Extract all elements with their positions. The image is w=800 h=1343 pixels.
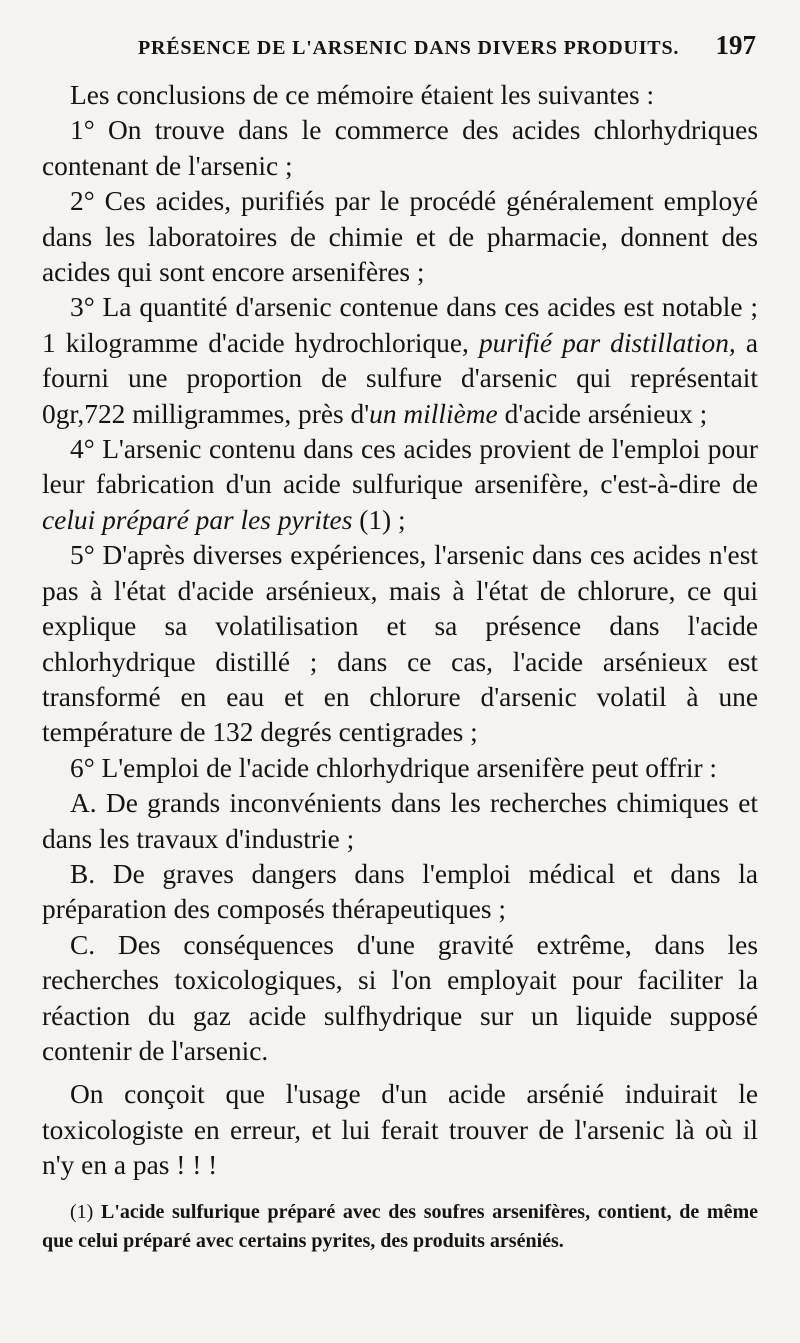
footnote-reference[interactable]: (1) ; [359, 504, 406, 535]
footnote-text: L'acide sulfurique préparé avec des soufres arsenifères, contient, de même que celui préparé avec certains pyrites, des produits arséniés. [42, 1200, 759, 1252]
footnote [42, 1198, 758, 1256]
sub-item-b-text: De graves dangers dans l'emploi médical et dans la préparation des composés thérapeutiques ; [42, 858, 758, 925]
conclusion-3-emphasis-a: purifié par distillation, [478, 327, 736, 358]
sub-item-c-text: Des conséquences d'une gravité extrême, dans les recherches toxicologiques, si l'on employait pour faciliter la réaction du gaz acide sulfhydrique sur un liquide supposé contenir de l'arsenic. [42, 929, 758, 1066]
conclusion-4-text-a: L'arsenic contenu dans ces acides provient de l'emploi pour leur fabrication d'un acide sulfurique arsenifère, c'est-à-dire de [42, 434, 758, 500]
conclusion-1 [42, 113, 758, 184]
conclusion-3-emphasis-b: un millième [369, 398, 498, 429]
conclusion-6 [42, 751, 758, 786]
conclusion-1-text: On trouve dans le commerce des acides chlorhydriques contenant de l'arsenic ; [42, 115, 758, 181]
sub-item-b-letter: B. [70, 858, 96, 889]
conclusion-3-text-c: d'acide arsénieux ; [504, 398, 708, 429]
conclusion-3-text-a: La quantité d'arsenic contenue dans ces acides est notable ; 1 kilogramme d'acide hydrochlorique, [42, 292, 758, 358]
conclusion-4 [42, 432, 758, 538]
closing-paragraph: On conçoit que l'usage d'un acide arsénié induirait le toxicologiste en erreur, et lui ferait trouver de l'arsenic là où il n'y en a pas ! ! ! [42, 1079, 758, 1181]
sub-item-a-letter: A. [70, 788, 97, 819]
conclusion-6-number: 6° [70, 752, 95, 783]
body-text [42, 78, 758, 1184]
page-number: 197 [715, 30, 756, 60]
conclusion-6-text: L'emploi de l'acide chlorhydrique arsenifère peut offrir : [101, 752, 718, 783]
running-head [138, 30, 758, 76]
conclusion-3 [42, 290, 758, 432]
conclusion-2-number: 2° [70, 186, 95, 217]
intro-paragraph: Les conclusions de ce mémoire étaient les suivantes : [70, 80, 655, 110]
conclusion-4-number: 4° [70, 434, 95, 465]
sub-item-b [42, 857, 758, 928]
conclusion-2-text: Ces acides, purifiés par le procédé généralement employé dans les laboratoires de chimie et de pharmacie, donnent des acides qui sont encore arsenifères ; [42, 186, 758, 288]
page-title: PRÉSENCE DE L'ARSENIC DANS DIVERS PRODUITS. [138, 37, 680, 59]
conclusion-2 [42, 184, 758, 290]
sub-item-c-letter: C. [70, 929, 96, 960]
conclusion-5-number: 5° [70, 540, 95, 571]
sub-item-c [42, 928, 758, 1070]
conclusion-3-number: 3° [70, 292, 95, 323]
conclusion-4-emphasis: celui préparé par les pyrites [42, 504, 353, 535]
conclusion-3-text-b: a fourni une proportion de sulfure d'arsenic qui représentait 0gr,722 milligrammes, près d' [42, 327, 758, 429]
sub-item-a [42, 786, 758, 857]
conclusion-5 [42, 538, 758, 750]
footnote-marker: (1) [70, 1200, 94, 1223]
sub-item-a-text: De grands inconvénients dans les recherches chimiques et dans les travaux d'industrie ; [42, 788, 758, 854]
conclusion-5-text: D'après diverses expériences, l'arsenic dans ces acides n'est pas à l'état d'acide arsénieux, mais à l'état de chlorure, ce qui explique sa volatilisation et sa présence dans l'acide chlorhydrique distillé ; dans ce cas, l'acide arsénieux est transformé en eau et en chlorure d'arsenic volatil à une température de 132 degrés centigrades ; [42, 540, 758, 748]
conclusion-1-number: 1° [70, 115, 95, 146]
